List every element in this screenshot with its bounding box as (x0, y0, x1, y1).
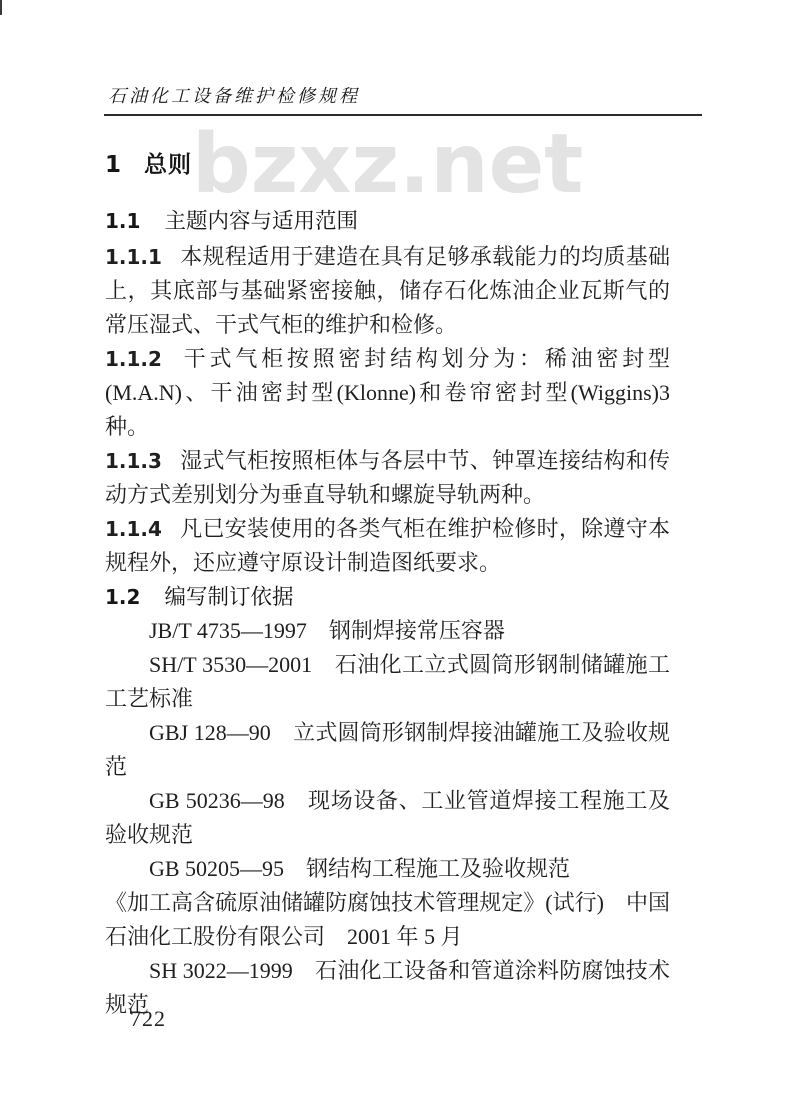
header-rule (104, 114, 702, 116)
reference-item: JB/T 4735—1997 钢制焊接常压容器 (149, 618, 505, 643)
clause-text: 湿式气柜按照柜体与各层中节、钟罩连接结构和传动方式差别划分为垂直导轨和螺旋导轨两种。 (105, 448, 670, 507)
chapter-number: 1 (105, 152, 123, 178)
clause-number: 1.1.1 (105, 245, 162, 269)
section-title: 主题内容与适用范围 (164, 209, 358, 233)
clause-1-1-1 (105, 240, 670, 342)
reference-item: SH/T 3530—2001 石油化工立式圆筒形钢制储罐施工工艺标准 (105, 652, 670, 711)
section-title: 编写制订依据 (164, 585, 294, 609)
reference-item: GB 50205—95 钢结构工程施工及验收规范 (149, 856, 571, 881)
reference-item: GBJ 128—90 立式圆筒形钢制焊接油罐施工及验收规范 (105, 720, 670, 779)
section-number: 1.1 (105, 209, 141, 233)
clause-number: 1.1.3 (105, 449, 162, 473)
section-number: 1.2 (105, 585, 141, 609)
chapter-heading (105, 150, 670, 180)
clause-text: 干式气柜按照密封结构划分为：稀油密封型(M.A.N)、干油密封型(Klonne)和卷帘密封型(Wiggins)3 种。 (105, 346, 670, 439)
clause-text: 凡已安装使用的各类气柜在维护检修时，除遵守本规程外，还应遵守原设计制造图纸要求。 (105, 516, 670, 575)
reference-item: 《加工高含硫原油储罐防腐蚀技术管理规定》(试行) 中国石油化工股份有限公司 2001 年 5 月 (105, 890, 670, 949)
clause-number: 1.1.2 (105, 347, 162, 371)
scan-artifact (0, 0, 2, 15)
clause-text: 本规程适用于建造在具有足够承载能力的均质基础上，其底部与基础紧密接触，储存石化炼油企业瓦斯气的常压湿式、干式气柜的维护和检修。 (105, 244, 670, 337)
watermark: bzxz.net (192, 117, 584, 212)
running-header: 石油化工设备维护检修规程 (108, 86, 360, 106)
reference-item: SH 3022—1999 石油化工设备和管道涂料防腐蚀技术规范 (105, 958, 670, 1017)
section-heading-references (105, 580, 670, 614)
document-content (105, 150, 670, 1022)
clause-1-1-4 (105, 512, 670, 580)
clause-1-1-3 (105, 444, 670, 512)
clause-number: 1.1.4 (105, 517, 162, 541)
chapter-title: 总则 (144, 152, 193, 178)
section-heading-scope (105, 206, 670, 236)
reference-item: GB 50236—98 现场设备、工业管道焊接工程施工及验收规范 (105, 788, 670, 847)
clause-1-1-2 (105, 342, 670, 444)
page-number: 722 (130, 1006, 166, 1031)
